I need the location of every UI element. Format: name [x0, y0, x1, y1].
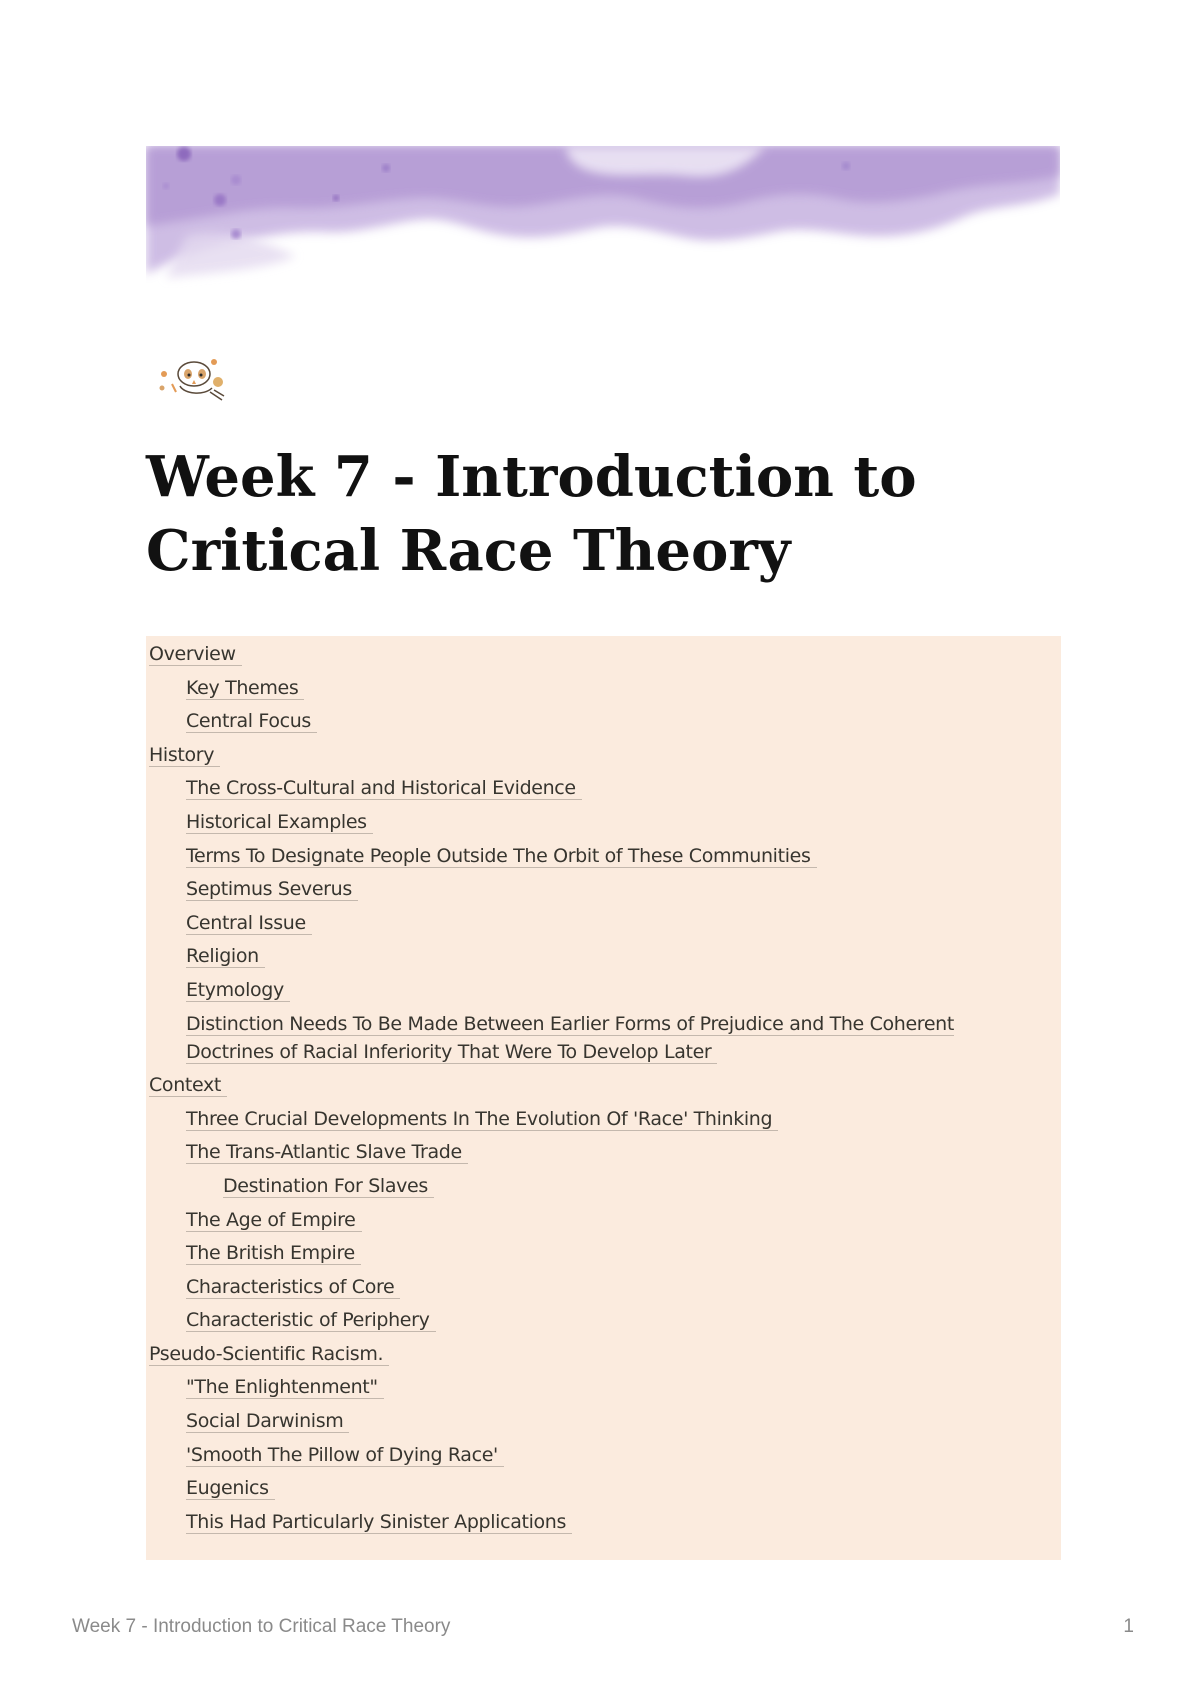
toc-link[interactable]: [146, 741, 1061, 769]
toc-link[interactable]: [146, 774, 1061, 802]
toc-link-label: "The Enlightenment": [186, 1376, 384, 1399]
toc-link[interactable]: [146, 1071, 1061, 1099]
toc-link[interactable]: [146, 1373, 1061, 1401]
toc-link-label: Religion: [186, 945, 265, 968]
table-of-contents: [146, 636, 1061, 1560]
toc-link[interactable]: [146, 707, 1061, 735]
toc-link[interactable]: [146, 842, 1061, 870]
toc-link-label: Overview: [149, 643, 242, 666]
toc-link-label: This Had Particularly Sinister Applications: [186, 1511, 572, 1534]
toc-link[interactable]: [146, 1206, 1061, 1234]
toc-link[interactable]: [146, 1441, 1061, 1469]
toc-link[interactable]: [146, 909, 1061, 937]
toc-link-label: 'Smooth The Pillow of Dying Race': [186, 1444, 504, 1467]
toc-link-label: Central Issue: [186, 912, 312, 935]
toc-link-label: Key Themes: [186, 677, 304, 700]
toc-link[interactable]: [146, 1407, 1061, 1435]
toc-link-label: Septimus Severus: [186, 878, 358, 901]
toc-link-label: Social Darwinism: [186, 1410, 349, 1433]
toc-link-label: Characteristics of Core: [186, 1276, 400, 1299]
toc-link[interactable]: [146, 1172, 1061, 1200]
toc-link-label: Pseudo-Scientific Racism.: [149, 1343, 389, 1366]
toc-link-label: Context: [149, 1074, 227, 1097]
toc-link-label: Destination For Slaves: [223, 1175, 434, 1198]
toc-link[interactable]: [146, 942, 1061, 970]
cartoon-bird-icon: [150, 348, 240, 408]
toc-link[interactable]: [146, 1340, 1061, 1368]
footer-title: Week 7 - Introduction to Critical Race Theory: [72, 1616, 451, 1637]
toc-link-label: The British Empire: [186, 1242, 361, 1265]
toc-link[interactable]: [146, 808, 1061, 836]
toc-link-label: Central Focus: [186, 710, 317, 733]
toc-link-label: Etymology: [186, 979, 290, 1002]
toc-link[interactable]: [146, 674, 1061, 702]
toc-link-label: Eugenics: [186, 1477, 275, 1500]
toc-link[interactable]: [146, 640, 1061, 668]
toc-link[interactable]: [146, 1508, 1061, 1536]
toc-link[interactable]: [146, 1105, 1061, 1133]
toc-link[interactable]: [146, 875, 1061, 903]
toc-link-label: Characteristic of Periphery: [186, 1309, 436, 1332]
toc-link-label: The Cross-Cultural and Historical Evidence: [186, 777, 582, 800]
toc-link[interactable]: [146, 1474, 1061, 1502]
toc-link[interactable]: [146, 1010, 1041, 1066]
cover-image: [146, 146, 1060, 291]
toc-link-label: The Age of Empire: [186, 1209, 362, 1232]
page-title: Week 7 - Introduction to Critical Race Theory: [146, 444, 917, 584]
toc-link[interactable]: [146, 1273, 1061, 1301]
toc-link-label: Three Crucial Developments In The Evolution Of 'Race' Thinking: [186, 1108, 778, 1131]
toc-link[interactable]: [146, 976, 1061, 1004]
toc-link-label: Historical Examples: [186, 811, 373, 834]
toc-link-label: Terms To Designate People Outside The Orbit of These Communities: [186, 845, 817, 868]
toc-link-label: History: [149, 744, 220, 767]
toc-link[interactable]: [146, 1306, 1061, 1334]
toc-link[interactable]: [146, 1239, 1061, 1267]
toc-link[interactable]: [146, 1138, 1061, 1166]
toc-link-label: Distinction Needs To Be Made Between Earlier Forms of Prejudice and The Coherent Doctrines of Racial Inferiority That Were To Develop Later: [186, 1012, 954, 1063]
footer-page-number: 1: [1123, 1616, 1134, 1637]
toc-link-label: The Trans-Atlantic Slave Trade: [186, 1141, 468, 1164]
